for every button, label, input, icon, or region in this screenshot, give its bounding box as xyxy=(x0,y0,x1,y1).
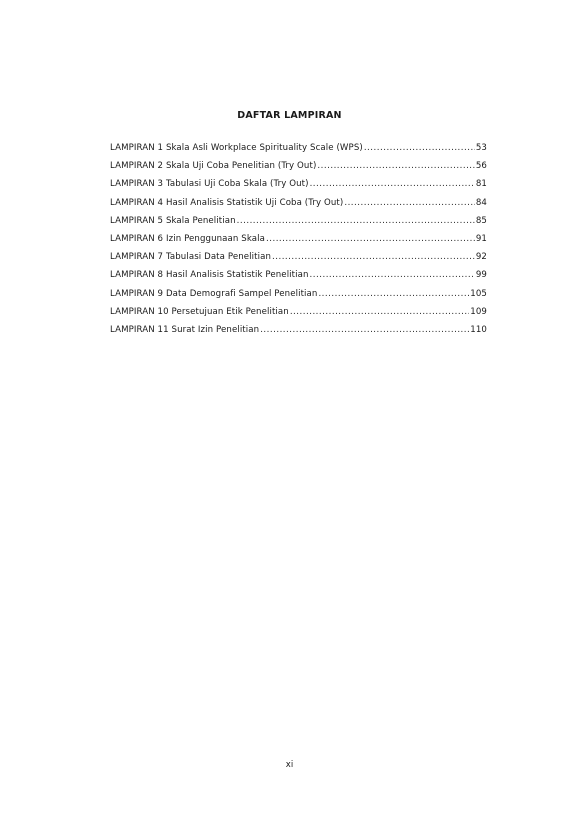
entry-label: LAMPIRAN 10 Persetujuan Etik Penelitian xyxy=(110,306,289,317)
entry-page-number: 81 xyxy=(475,179,487,190)
entry-page-number: 85 xyxy=(475,215,487,226)
list-item[interactable] xyxy=(110,270,487,288)
list-item[interactable] xyxy=(110,234,487,252)
list-item[interactable] xyxy=(110,143,487,161)
entry-label: LAMPIRAN 6 Izin Penggunaan Skala xyxy=(110,233,265,244)
dot-leader xyxy=(344,198,475,208)
entry-label: LAMPIRAN 4 Hasil Analisis Statistik Uji Coba (Try Out) xyxy=(110,197,344,208)
dot-leader xyxy=(237,216,475,226)
dot-leader xyxy=(318,289,469,299)
entry-page-number: 92 xyxy=(475,252,487,263)
dot-leader xyxy=(290,307,469,317)
dot-leader xyxy=(317,161,474,171)
entry-page-number: 105 xyxy=(470,288,487,299)
list-item[interactable] xyxy=(110,161,487,179)
entry-label: LAMPIRAN 7 Tabulasi Data Penelitian xyxy=(110,252,271,263)
dot-leader xyxy=(272,252,475,262)
entry-label: LAMPIRAN 9 Data Demografi Sampel Penelitian xyxy=(110,288,318,299)
entry-label: LAMPIRAN 8 Hasil Analisis Statistik Penelitian xyxy=(110,270,309,281)
entry-page-number: 53 xyxy=(475,143,487,153)
dot-leader xyxy=(266,234,475,244)
entry-label: LAMPIRAN 5 Skala Penelitian xyxy=(110,215,236,226)
page-title: DAFTAR LAMPIRAN xyxy=(237,110,342,121)
dot-leader xyxy=(310,270,475,280)
list-item[interactable] xyxy=(110,252,487,270)
entry-page-number: 56 xyxy=(475,161,487,172)
list-item[interactable] xyxy=(110,325,487,343)
list-item[interactable] xyxy=(110,289,487,307)
appendix-list xyxy=(110,143,487,343)
entry-page-number: 91 xyxy=(475,233,487,244)
entry-page-number: 99 xyxy=(475,270,487,281)
list-item[interactable] xyxy=(110,216,487,234)
entry-label: LAMPIRAN 1 Skala Asli Workplace Spirituality Scale (WPS) xyxy=(110,143,363,153)
entry-page-number: 84 xyxy=(475,197,487,208)
dot-leader xyxy=(260,325,469,335)
page-number: xi xyxy=(285,760,294,770)
entry-page-number: 109 xyxy=(470,306,487,317)
list-item[interactable] xyxy=(110,307,487,325)
entry-page-number: 110 xyxy=(470,324,487,335)
list-item[interactable] xyxy=(110,198,487,216)
entry-label: LAMPIRAN 2 Skala Uji Coba Penelitian (Try Out) xyxy=(110,161,317,172)
entry-label: LAMPIRAN 3 Tabulasi Uji Coba Skala (Try Out) xyxy=(110,179,309,190)
entry-label: LAMPIRAN 11 Surat Izin Penelitian xyxy=(110,324,260,335)
dot-leader xyxy=(310,179,475,189)
dot-leader xyxy=(364,143,475,153)
list-item[interactable] xyxy=(110,179,487,197)
